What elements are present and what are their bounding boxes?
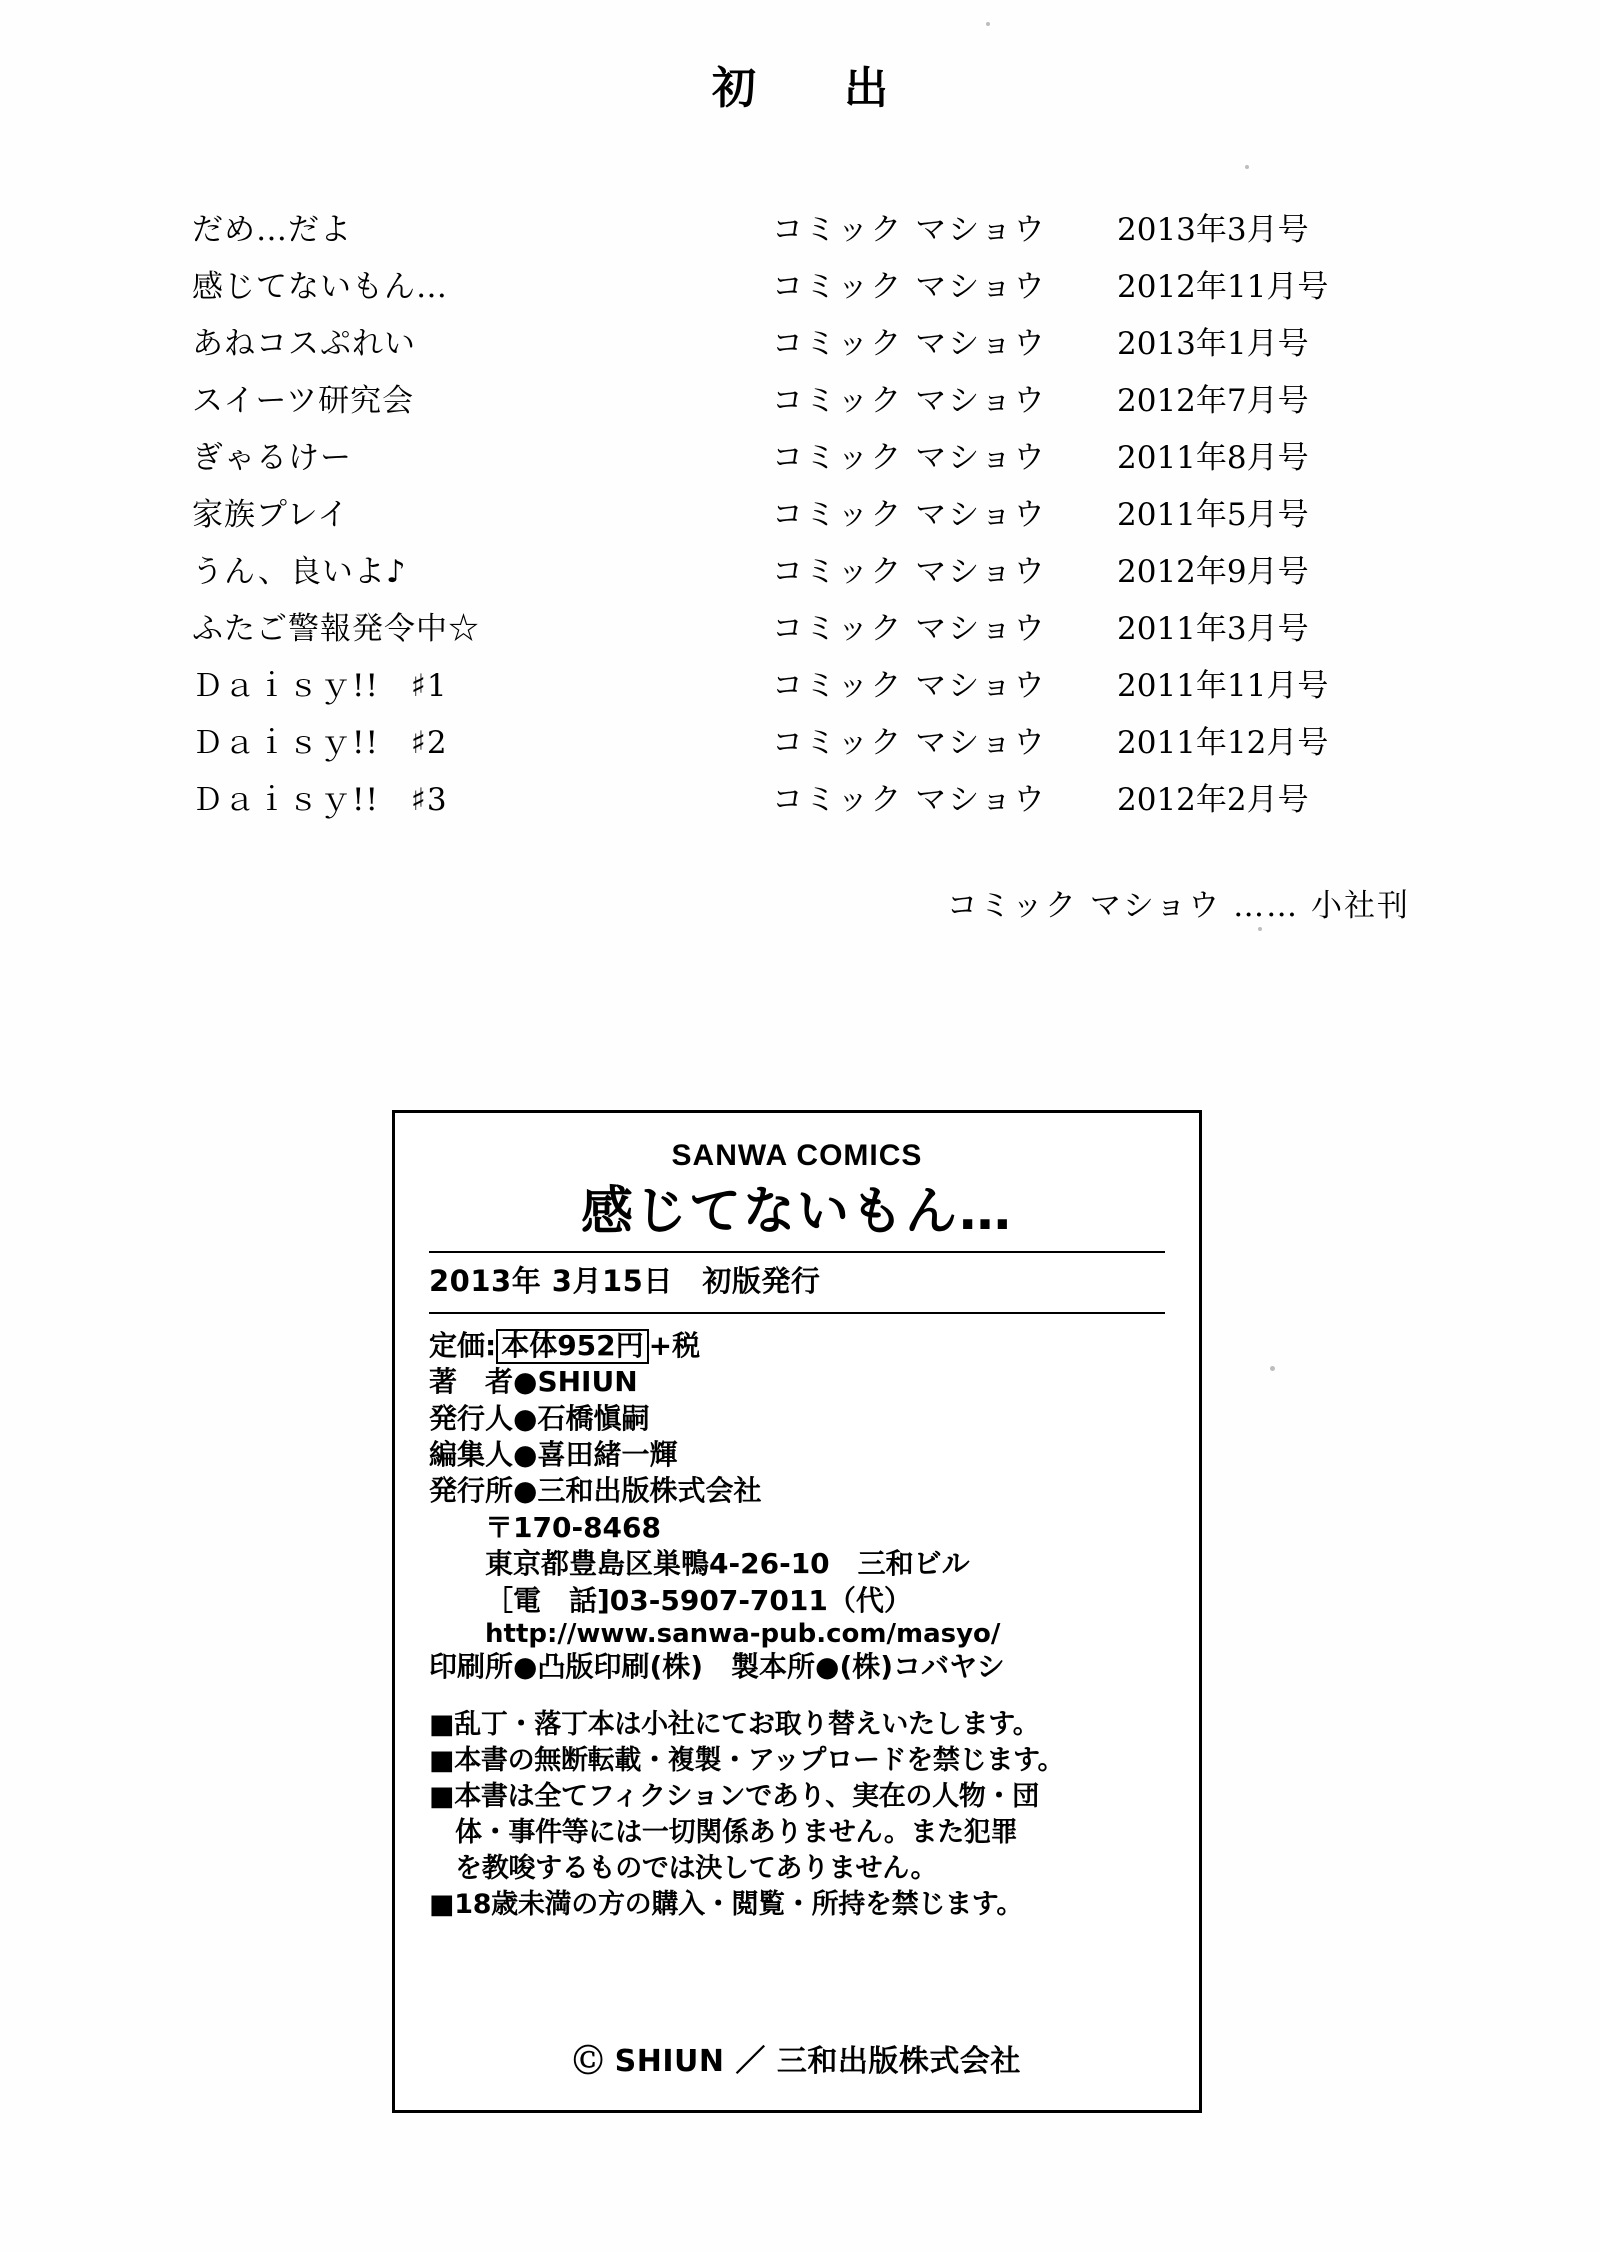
table-row bbox=[192, 597, 1382, 654]
credit-magazine: コミック マショウ bbox=[772, 497, 1047, 533]
credit-issue: 2013年3月号 bbox=[1117, 212, 1309, 248]
editor-value: ●喜田緒一輝 bbox=[513, 1437, 678, 1471]
credit-issue: 2012年7月号 bbox=[1117, 383, 1309, 419]
table-row bbox=[192, 198, 1382, 255]
credit-magazine: コミック マショウ bbox=[772, 554, 1047, 590]
author-value: ●SHIUN bbox=[513, 1365, 638, 1399]
copyright-line: Ⓒ SHIUN ／ 三和出版株式会社 bbox=[573, 2044, 1021, 2079]
notice-item: ■乱丁・落丁本は小社にてお取り替えいたします。 bbox=[429, 1709, 1040, 1741]
notice-item: を教唆するものでは決してありません。 bbox=[455, 1852, 938, 1884]
printer-value: ●凸版印刷(株) 製本所●(株)コバヤシ bbox=[513, 1649, 1005, 1683]
divider bbox=[429, 1312, 1165, 1314]
credit-issue: 2011年8月号 bbox=[1117, 440, 1309, 476]
colophon-inner bbox=[395, 1113, 1199, 1923]
price-tax-suffix: +税 bbox=[648, 1328, 701, 1362]
credit-magazine: コミック マショウ bbox=[772, 212, 1047, 248]
address: 東京都豊島区巣鴨4-26-10 三和ビル bbox=[485, 1547, 970, 1581]
credits-table bbox=[192, 198, 1382, 825]
publisher-label: SANWA COMICS bbox=[671, 1139, 923, 1172]
editor-line bbox=[429, 1437, 1165, 1473]
publication-date: 2013年 3月15日 初版発行 bbox=[429, 1263, 821, 1298]
credit-title: Ｄａｉｓｙ!! ♯3 bbox=[192, 782, 448, 818]
price-line bbox=[429, 1328, 1165, 1364]
table-row bbox=[192, 711, 1382, 768]
credit-title: 家族プレイ bbox=[192, 497, 350, 533]
table-row bbox=[192, 369, 1382, 426]
publisher-company-line bbox=[429, 1473, 1165, 1509]
page-title: 初 出 bbox=[712, 63, 910, 114]
scan-speck bbox=[986, 22, 990, 26]
credit-issue: 2011年12月号 bbox=[1117, 725, 1329, 761]
table-row bbox=[192, 483, 1382, 540]
book-title: 感じてないもん… bbox=[580, 1182, 1013, 1242]
editor-label: 編集人 bbox=[429, 1437, 514, 1471]
credit-issue: 2012年9月号 bbox=[1117, 554, 1309, 590]
table-row bbox=[192, 768, 1382, 825]
credit-issue: 2011年3月号 bbox=[1117, 611, 1309, 647]
price-label: 定価: bbox=[429, 1328, 497, 1362]
credit-title: だめ…だよ bbox=[192, 212, 352, 248]
price-value: 本体952円 bbox=[496, 1329, 648, 1364]
notices-block bbox=[429, 1707, 1165, 1922]
publisher-company-label: 発行所 bbox=[429, 1474, 514, 1508]
credit-issue: 2013年1月号 bbox=[1117, 326, 1309, 362]
publisher-person-line bbox=[429, 1401, 1165, 1437]
credit-magazine: コミック マショウ bbox=[772, 725, 1047, 761]
divider bbox=[429, 1251, 1165, 1253]
credit-issue: 2012年11月号 bbox=[1117, 269, 1329, 305]
credit-title: ぎゃるけー bbox=[192, 440, 352, 476]
credit-title: ふたご警報発令中☆ bbox=[192, 611, 480, 647]
postal-code: 〒170-8468 bbox=[485, 1510, 661, 1544]
credit-title: うん、良いよ♪ bbox=[192, 554, 407, 590]
scan-speck bbox=[1245, 165, 1249, 169]
publisher-person-value: ●石橋愼嗣 bbox=[513, 1401, 650, 1435]
credits-table-body bbox=[192, 198, 1382, 825]
credit-magazine: コミック マショウ bbox=[772, 326, 1047, 362]
credit-title: スイーツ研究会 bbox=[192, 383, 415, 419]
credit-title: あねコスぷれい bbox=[192, 326, 416, 362]
scan-speck bbox=[1270, 1366, 1275, 1371]
credit-magazine: コミック マショウ bbox=[772, 782, 1047, 818]
publisher-website-url[interactable]: http://www.sanwa-pub.com/masyo/ bbox=[485, 1618, 1001, 1649]
credit-magazine: コミック マショウ bbox=[772, 269, 1047, 305]
table-row bbox=[192, 540, 1382, 597]
credit-issue: 2012年2月号 bbox=[1117, 782, 1309, 818]
credit-magazine: コミック マショウ bbox=[772, 668, 1047, 704]
printer-label: 印刷所 bbox=[429, 1649, 514, 1683]
author-line bbox=[429, 1364, 1165, 1400]
credit-magazine: コミック マショウ bbox=[772, 383, 1047, 419]
credit-title: Ｄａｉｓｙ!! ♯2 bbox=[192, 725, 448, 761]
credit-issue: 2011年5月号 bbox=[1117, 497, 1309, 533]
printer-line bbox=[429, 1649, 1165, 1685]
table-row bbox=[192, 255, 1382, 312]
author-label: 著 者 bbox=[429, 1365, 514, 1399]
notice-item: ■本書の無断転載・複製・アップロードを禁じます。 bbox=[429, 1745, 1065, 1777]
notice-item: 体・事件等には一切関係ありません。また犯罪 bbox=[455, 1817, 1018, 1849]
table-row bbox=[192, 426, 1382, 483]
credit-magazine: コミック マショウ bbox=[772, 440, 1047, 476]
table-row bbox=[192, 312, 1382, 369]
credit-issue: 2011年11月号 bbox=[1117, 668, 1329, 704]
publisher-person-label: 発行人 bbox=[429, 1401, 514, 1435]
colophon-box bbox=[392, 1110, 1202, 2113]
phone-number: ［電 話]03-5907-7011（代） bbox=[485, 1583, 912, 1617]
credit-title: Ｄａｉｓｙ!! ♯1 bbox=[192, 668, 448, 704]
notice-item: ■本書は全てフィクションであり、実在の人物・団 bbox=[429, 1781, 1039, 1813]
scan-speck bbox=[1258, 927, 1262, 931]
credit-title: 感じてないもん… bbox=[192, 269, 448, 305]
notice-item: ■18歳未満の方の購入・閲覧・所持を禁じます。 bbox=[429, 1888, 1024, 1920]
publisher-company-value: ●三和出版株式会社 bbox=[513, 1474, 762, 1508]
credits-footnote: コミック マショウ …… 小社刊 bbox=[946, 888, 1410, 924]
credit-magazine: コミック マショウ bbox=[772, 611, 1047, 647]
table-row bbox=[192, 654, 1382, 711]
